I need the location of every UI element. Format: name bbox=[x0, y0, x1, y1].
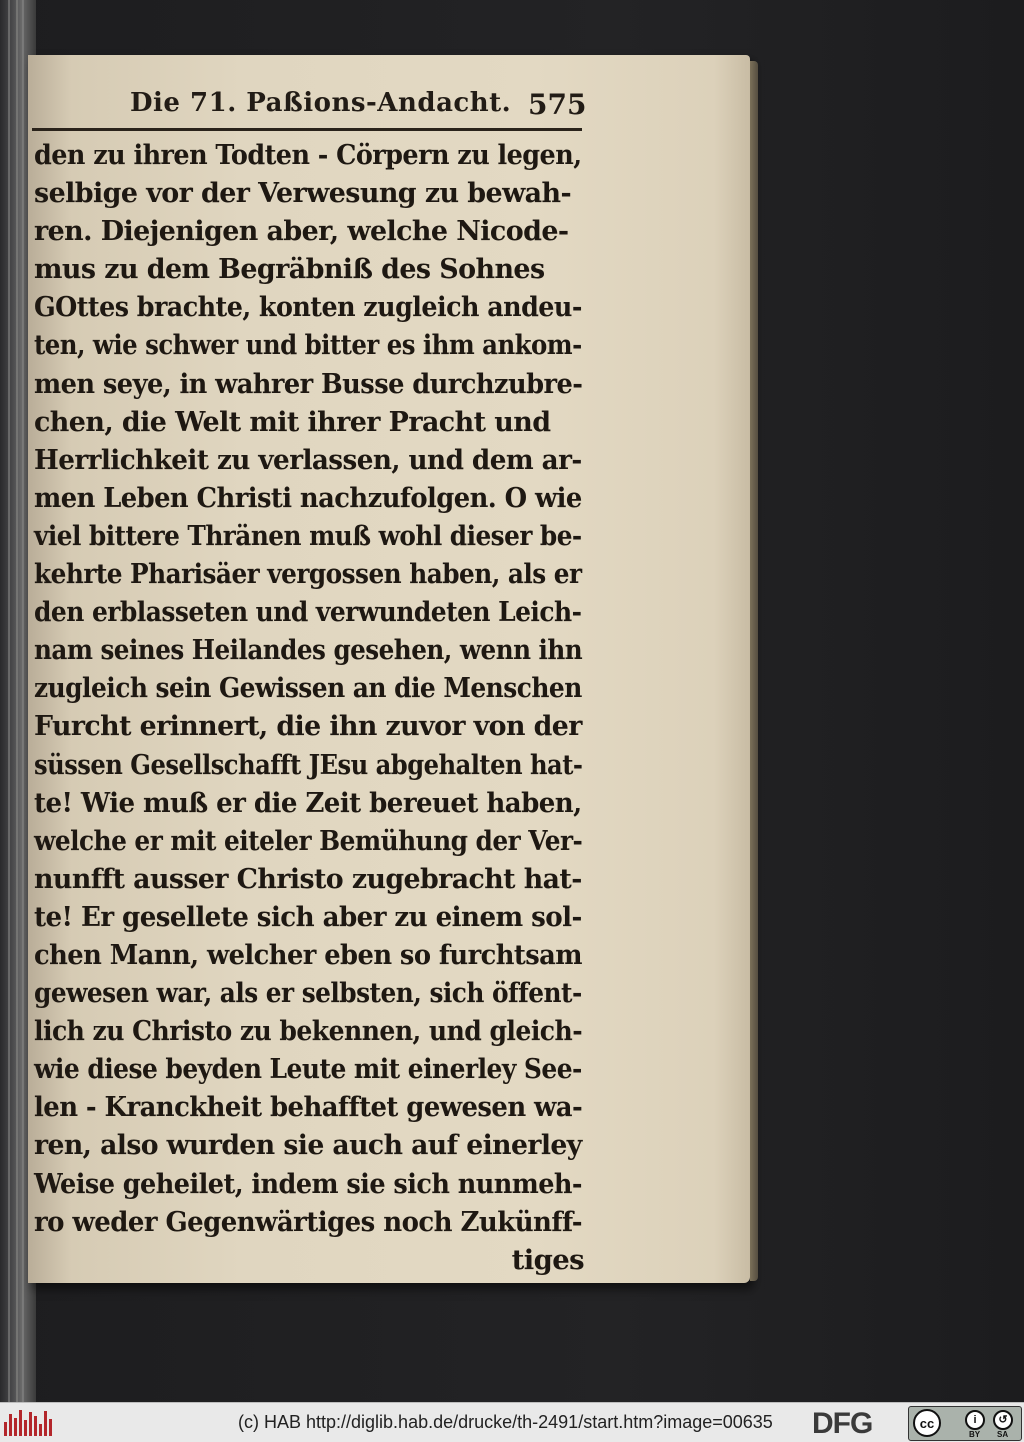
dfg-logo: DFG bbox=[812, 1407, 873, 1440]
text-line: Furcht erinnert, die ihn zuvor von der bbox=[34, 710, 582, 743]
share-alike-icon: ↺ bbox=[993, 1410, 1013, 1430]
text-line: gewesen war, als er selbsten, sich öffent- bbox=[34, 977, 582, 1010]
text-line: lich zu Christo zu bekennen, und gleich- bbox=[34, 1015, 583, 1048]
text-line: den erblasseten und verwundeten Leich- bbox=[34, 596, 582, 629]
footer-bar bbox=[0, 1402, 1024, 1442]
text-line: mus zu dem Begräbniß des Sohnes bbox=[34, 253, 545, 286]
text-line: selbige vor der Verwesung zu bewah- bbox=[34, 177, 572, 210]
text-line: men seye, in wahrer Busse durchzubre- bbox=[34, 367, 583, 400]
gutter-stripe bbox=[8, 0, 10, 1402]
catchword: tiges bbox=[511, 1243, 584, 1276]
text-line: men Leben Christi nachzufolgen. O wie bbox=[34, 481, 582, 514]
text-line: chen, die Welt mit ihrer Pracht und bbox=[34, 405, 551, 438]
header-rule bbox=[32, 128, 582, 131]
cc-license-badge bbox=[908, 1406, 1022, 1441]
hab-logo-icon bbox=[4, 1409, 52, 1436]
text-line: Herrlichkeit zu verlassen, und dem ar- bbox=[34, 443, 582, 476]
cc-icon: cc bbox=[913, 1409, 941, 1437]
gutter-stripe bbox=[22, 0, 24, 1402]
text-line: den zu ihren Todten - Cörpern zu legen, bbox=[34, 139, 582, 171]
text-line: ren. Diejenigen aber, welche Nicode- bbox=[34, 215, 569, 248]
text-line: nam seines Heilandes gesehen, wenn ihn bbox=[34, 634, 583, 667]
text-line: ren, also wurden sie auch auf einerley bbox=[34, 1129, 582, 1162]
gutter-stripe bbox=[16, 0, 18, 1402]
text-line: len - Kranckheit behafftet gewesen wa- bbox=[34, 1091, 583, 1124]
copyright-credit: (c) HAB http://diglib.hab.de/drucke/th-2491/start.htm?image=00635 bbox=[238, 1412, 773, 1432]
attribution-icon: i bbox=[965, 1410, 985, 1430]
page-edge bbox=[750, 61, 758, 1281]
text-line: wie diese beyden Leute mit einerley See- bbox=[34, 1053, 582, 1086]
text-line: Weise geheilet, indem sie sich nunmeh- bbox=[34, 1167, 582, 1200]
text-line: ro weder Gegenwärtiges noch Zukünff- bbox=[34, 1205, 582, 1238]
text-line: kehrte Pharisäer vergossen haben, als er bbox=[34, 558, 582, 591]
page-number: 575 bbox=[528, 88, 587, 121]
sa-label: SA bbox=[997, 1430, 1009, 1439]
text-line: chen Mann, welcher eben so furchtsam bbox=[34, 938, 583, 971]
text-line: welche er mit eiteler Bemühung der Ver- bbox=[34, 824, 583, 857]
text-line: zugleich sein Gewissen an die Menschen bbox=[34, 672, 582, 705]
text-line: nunfft ausser Christo zugebracht hat- bbox=[34, 862, 582, 895]
body-text bbox=[34, 136, 594, 1279]
text-line: viel bittere Thränen muß wohl dieser be- bbox=[34, 519, 582, 552]
text-line: ten, wie schwer und bitter es ihm ankom- bbox=[34, 329, 582, 362]
by-label: BY bbox=[969, 1430, 981, 1439]
text-line: te! Er gesellete sich aber zu einem sol- bbox=[34, 900, 582, 933]
text-line: süssen Gesellschafft JEsu abgehalten hat- bbox=[34, 748, 583, 781]
text-line: GOttes brachte, konten zugleich andeu- bbox=[34, 291, 582, 324]
running-head: Die 71. Paßions-Andacht. bbox=[130, 88, 512, 118]
text-line: te! Wie muß er die Zeit bereuet haben, bbox=[34, 786, 582, 819]
